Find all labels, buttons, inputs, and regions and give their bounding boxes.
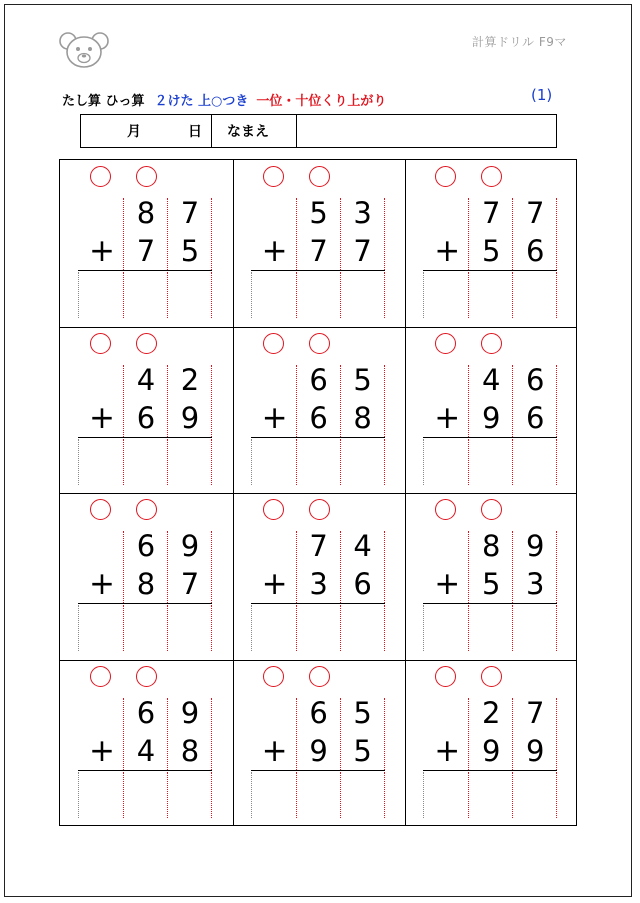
answer-guide bbox=[296, 772, 297, 818]
carry-circle bbox=[435, 499, 456, 520]
carry-circle bbox=[263, 666, 284, 687]
bottom-digit: 9 bbox=[309, 733, 328, 768]
carry-circle bbox=[263, 333, 284, 354]
bottom-digit: 9 bbox=[525, 733, 545, 768]
sum-line bbox=[423, 603, 557, 604]
answer-guide bbox=[512, 439, 513, 485]
sum-line bbox=[251, 603, 385, 604]
problem-10 bbox=[60, 660, 233, 827]
top-digit: 3 bbox=[353, 196, 372, 230]
brand-label: 計算ドリル F9マ bbox=[472, 35, 567, 49]
carry-circle bbox=[263, 166, 284, 187]
plus-sign: + bbox=[434, 566, 461, 603]
top-digit: 6 bbox=[136, 695, 156, 730]
carry-circle bbox=[481, 666, 502, 687]
problem-1 bbox=[60, 160, 233, 327]
sum-line bbox=[251, 437, 385, 438]
plus-sign: + bbox=[89, 732, 115, 769]
carry-circle bbox=[435, 666, 456, 687]
answer-guide bbox=[167, 605, 168, 651]
bottom-digit: 6 bbox=[525, 234, 545, 268]
answer-guide bbox=[512, 272, 513, 318]
bottom-digit: 8 bbox=[353, 400, 372, 435]
answer-guide bbox=[296, 439, 297, 485]
problem-grid bbox=[59, 159, 577, 826]
answer-guide bbox=[340, 772, 341, 818]
title-sub: ２けた 上○つき bbox=[154, 94, 249, 109]
bear-face-icon bbox=[58, 30, 110, 70]
plus-sign: + bbox=[89, 566, 115, 603]
worksheet-title bbox=[62, 90, 386, 109]
answer-guide bbox=[251, 439, 252, 485]
answer-guide bbox=[512, 772, 513, 818]
bottom-digit: 5 bbox=[180, 234, 200, 268]
carry-circle bbox=[435, 166, 456, 187]
bottom-digit: 6 bbox=[136, 400, 156, 435]
carry-circle bbox=[309, 333, 330, 354]
carry-circle bbox=[136, 333, 157, 354]
plus-sign: + bbox=[434, 233, 461, 269]
answer-guide bbox=[468, 605, 469, 651]
answer-guide bbox=[423, 605, 424, 651]
bottom-digit: 5 bbox=[353, 733, 372, 768]
sum-line bbox=[423, 270, 557, 271]
answer-guide bbox=[296, 272, 297, 318]
answer-guide bbox=[512, 605, 513, 651]
problem-12 bbox=[405, 660, 578, 827]
problem-8 bbox=[233, 493, 406, 660]
answer-guide bbox=[211, 772, 212, 818]
carry-circle bbox=[481, 499, 502, 520]
top-digit: 9 bbox=[525, 529, 545, 564]
title-carry: 一位・十位くり上がり bbox=[256, 94, 387, 109]
answer-guide bbox=[384, 272, 385, 318]
sum-line bbox=[78, 270, 212, 271]
name-date-box bbox=[80, 114, 557, 148]
bottom-digit: 7 bbox=[180, 567, 200, 602]
answer-guide bbox=[340, 272, 341, 318]
answer-guide bbox=[423, 772, 424, 818]
top-digit: 5 bbox=[353, 362, 372, 397]
answer-guide bbox=[340, 439, 341, 485]
bottom-digit: 4 bbox=[136, 733, 156, 768]
bottom-digit: 8 bbox=[136, 567, 156, 602]
top-digit: 4 bbox=[136, 362, 156, 397]
sum-line bbox=[78, 603, 212, 604]
carry-circle bbox=[309, 666, 330, 687]
answer-guide bbox=[384, 605, 385, 651]
bottom-digit: 9 bbox=[180, 400, 200, 435]
carry-circle bbox=[90, 166, 111, 187]
top-digit: 4 bbox=[481, 362, 501, 397]
answer-guide bbox=[468, 439, 469, 485]
plus-sign: + bbox=[261, 732, 288, 769]
bottom-digit: 6 bbox=[353, 567, 372, 602]
top-digit: 6 bbox=[309, 695, 328, 730]
carry-circle bbox=[136, 166, 157, 187]
carry-circle bbox=[309, 499, 330, 520]
sum-line bbox=[78, 770, 212, 771]
month-label: 月 bbox=[127, 124, 141, 140]
answer-guide bbox=[556, 272, 557, 318]
carry-circle bbox=[90, 499, 111, 520]
problem-3 bbox=[405, 160, 578, 327]
problem-7 bbox=[60, 493, 233, 660]
answer-guide bbox=[167, 272, 168, 318]
answer-guide bbox=[251, 772, 252, 818]
bottom-digit: 3 bbox=[309, 567, 328, 602]
name-label: なまえ bbox=[227, 124, 269, 140]
problem-6 bbox=[405, 327, 578, 494]
answer-guide bbox=[167, 439, 168, 485]
plus-sign: + bbox=[261, 566, 288, 603]
name-divider bbox=[296, 115, 297, 147]
carry-circle bbox=[263, 499, 284, 520]
answer-guide bbox=[211, 605, 212, 651]
top-digit: 9 bbox=[180, 695, 200, 730]
bottom-digit: 6 bbox=[309, 400, 328, 435]
sum-line bbox=[251, 270, 385, 271]
top-digit: 7 bbox=[180, 196, 200, 230]
top-digit: 6 bbox=[309, 362, 328, 397]
top-digit: 6 bbox=[136, 529, 156, 564]
bottom-digit: 3 bbox=[525, 567, 545, 602]
carry-circle bbox=[309, 166, 330, 187]
answer-guide bbox=[211, 439, 212, 485]
top-digit: 4 bbox=[353, 529, 372, 564]
plus-sign: + bbox=[261, 233, 288, 269]
top-digit: 2 bbox=[481, 695, 501, 730]
answer-guide bbox=[556, 605, 557, 651]
answer-guide bbox=[78, 772, 79, 818]
bottom-digit: 5 bbox=[481, 567, 501, 602]
answer-guide bbox=[123, 439, 124, 485]
day-label: 日 bbox=[188, 124, 202, 140]
top-digit: 2 bbox=[180, 362, 200, 397]
carry-circle bbox=[481, 333, 502, 354]
bottom-digit: 7 bbox=[309, 234, 328, 268]
problem-2 bbox=[233, 160, 406, 327]
answer-guide bbox=[123, 772, 124, 818]
bottom-digit: 9 bbox=[481, 400, 501, 435]
answer-guide bbox=[423, 439, 424, 485]
top-digit: 5 bbox=[309, 196, 328, 230]
plus-sign: + bbox=[89, 233, 115, 269]
answer-guide bbox=[167, 772, 168, 818]
carry-circle bbox=[90, 666, 111, 687]
carry-circle bbox=[136, 666, 157, 687]
problem-11 bbox=[233, 660, 406, 827]
sheet-number: (1) bbox=[531, 86, 553, 104]
answer-guide bbox=[296, 605, 297, 651]
bottom-digit: 7 bbox=[353, 234, 372, 268]
title-main: たし算 ひっ算 bbox=[62, 94, 145, 109]
answer-guide bbox=[211, 272, 212, 318]
top-digit: 5 bbox=[353, 695, 372, 730]
answer-guide bbox=[123, 605, 124, 651]
bottom-digit: 5 bbox=[481, 234, 501, 268]
answer-guide bbox=[556, 439, 557, 485]
answer-guide bbox=[123, 272, 124, 318]
answer-guide bbox=[384, 439, 385, 485]
answer-guide bbox=[384, 772, 385, 818]
top-digit: 7 bbox=[309, 529, 328, 564]
bottom-digit: 9 bbox=[481, 733, 501, 768]
carry-circle bbox=[481, 166, 502, 187]
sum-line bbox=[78, 437, 212, 438]
answer-guide bbox=[251, 605, 252, 651]
bottom-digit: 7 bbox=[136, 234, 156, 268]
plus-sign: + bbox=[89, 399, 115, 436]
plus-sign: + bbox=[434, 732, 461, 769]
plus-sign: + bbox=[434, 399, 461, 436]
answer-guide bbox=[468, 772, 469, 818]
top-digit: 9 bbox=[180, 529, 200, 564]
answer-guide bbox=[423, 272, 424, 318]
plus-sign: + bbox=[261, 399, 288, 436]
answer-guide bbox=[340, 605, 341, 651]
problem-5 bbox=[233, 327, 406, 494]
top-digit: 7 bbox=[481, 196, 501, 230]
carry-circle bbox=[90, 333, 111, 354]
date-divider bbox=[211, 115, 212, 147]
top-digit: 8 bbox=[481, 529, 501, 564]
bottom-digit: 6 bbox=[525, 400, 545, 435]
problem-4 bbox=[60, 327, 233, 494]
sum-line bbox=[423, 770, 557, 771]
answer-guide bbox=[78, 272, 79, 318]
carry-circle bbox=[136, 499, 157, 520]
carry-circle bbox=[435, 333, 456, 354]
answer-guide bbox=[468, 272, 469, 318]
top-digit: 7 bbox=[525, 695, 545, 730]
top-digit: 7 bbox=[525, 196, 545, 230]
answer-guide bbox=[78, 439, 79, 485]
bottom-digit: 8 bbox=[180, 733, 200, 768]
sum-line bbox=[251, 770, 385, 771]
top-digit: 8 bbox=[136, 196, 156, 230]
answer-guide bbox=[251, 272, 252, 318]
answer-guide bbox=[556, 772, 557, 818]
problem-9 bbox=[405, 493, 578, 660]
answer-guide bbox=[78, 605, 79, 651]
top-digit: 6 bbox=[525, 362, 545, 397]
sum-line bbox=[423, 437, 557, 438]
